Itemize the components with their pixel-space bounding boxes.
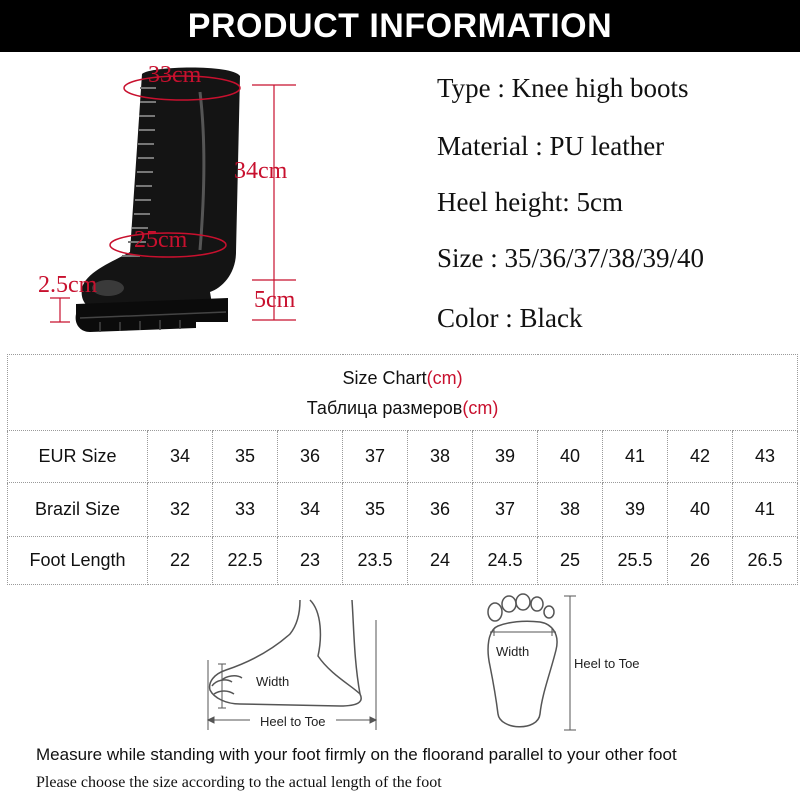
platform-height-label: 2.5cm bbox=[38, 272, 98, 298]
measure-instruction: Measure while standing with your foot firmly on the floorand parallel to your other foot bbox=[36, 745, 677, 764]
foot-length-cell: 23 bbox=[278, 537, 343, 585]
row-label-foot-length: Foot Length bbox=[8, 537, 148, 585]
foot-diagram bbox=[0, 590, 800, 740]
spec-size: Size : 35/36/37/38/39/40 bbox=[437, 243, 704, 273]
table-row bbox=[8, 483, 798, 537]
eur-size-cell: 39 bbox=[473, 431, 538, 483]
eur-size-cell: 36 bbox=[278, 431, 343, 483]
spec-type: Type : Knee high boots bbox=[437, 73, 689, 103]
brazil-size-cell: 33 bbox=[213, 483, 278, 537]
size-chart-title-ru: Таблица размеров bbox=[306, 397, 463, 418]
eur-size-cell: 37 bbox=[343, 431, 408, 483]
shaft-circumference-label: 33cm bbox=[148, 62, 202, 88]
row-label-brazil: Brazil Size bbox=[8, 483, 148, 537]
brazil-size-cell: 34 bbox=[278, 483, 343, 537]
brazil-size-cell: 38 bbox=[538, 483, 603, 537]
foot-length-cell: 22.5 bbox=[213, 537, 278, 585]
eur-size-cell: 38 bbox=[408, 431, 473, 483]
foot-length-cell: 26 bbox=[668, 537, 733, 585]
brazil-size-cell: 36 bbox=[408, 483, 473, 537]
boot-illustration bbox=[0, 52, 420, 352]
table-row bbox=[8, 537, 798, 585]
brazil-size-cell: 40 bbox=[668, 483, 733, 537]
brazil-size-cell: 39 bbox=[603, 483, 668, 537]
side-width-label: Width bbox=[256, 674, 290, 689]
size-chart-title-unit: (cm) bbox=[426, 367, 463, 388]
size-chart-title-ru-unit: (cm) bbox=[462, 397, 499, 418]
foot-length-cell: 23.5 bbox=[343, 537, 408, 585]
shaft-height-label: 34cm bbox=[234, 158, 288, 184]
foot-length-cell: 24.5 bbox=[473, 537, 538, 585]
brazil-size-cell: 35 bbox=[343, 483, 408, 537]
table-row bbox=[8, 431, 798, 483]
eur-size-cell: 41 bbox=[603, 431, 668, 483]
heel-height-label: 5cm bbox=[254, 287, 296, 313]
side-heel-to-toe-label: Heel to Toe bbox=[260, 714, 326, 729]
foot-side-icon bbox=[210, 600, 362, 706]
foot-top-icon bbox=[488, 594, 557, 727]
top-width-label: Width bbox=[496, 644, 530, 659]
foot-length-cell: 25 bbox=[538, 537, 603, 585]
brazil-size-cell: 32 bbox=[148, 483, 213, 537]
eur-size-cell: 42 bbox=[668, 431, 733, 483]
size-chart-table bbox=[7, 354, 798, 585]
spec-heel-height: Heel height: 5cm bbox=[437, 187, 623, 217]
eur-size-cell: 34 bbox=[148, 431, 213, 483]
ankle-circumference-label: 25cm bbox=[134, 227, 188, 253]
foot-length-cell: 24 bbox=[408, 537, 473, 585]
spec-material: Material : PU leather bbox=[437, 131, 665, 161]
foot-length-cell: 26.5 bbox=[733, 537, 798, 585]
size-chart-title bbox=[8, 355, 798, 431]
size-advice: Please choose the size according to the actual length of the foot bbox=[36, 774, 442, 791]
brazil-size-cell: 37 bbox=[473, 483, 538, 537]
eur-size-cell: 35 bbox=[213, 431, 278, 483]
eur-size-cell: 40 bbox=[538, 431, 603, 483]
row-label-eur: EUR Size bbox=[8, 431, 148, 483]
spec-color: Color : Black bbox=[437, 303, 583, 333]
foot-length-cell: 25.5 bbox=[603, 537, 668, 585]
brazil-size-cell: 41 bbox=[733, 483, 798, 537]
page-title: PRODUCT INFORMATION bbox=[187, 7, 613, 45]
size-chart-title-en: Size Chart bbox=[342, 367, 427, 388]
eur-size-cell: 43 bbox=[733, 431, 798, 483]
top-heel-to-toe-label: Heel to Toe bbox=[574, 656, 640, 671]
boot-icon bbox=[0, 52, 420, 352]
foot-length-cell: 22 bbox=[148, 537, 213, 585]
